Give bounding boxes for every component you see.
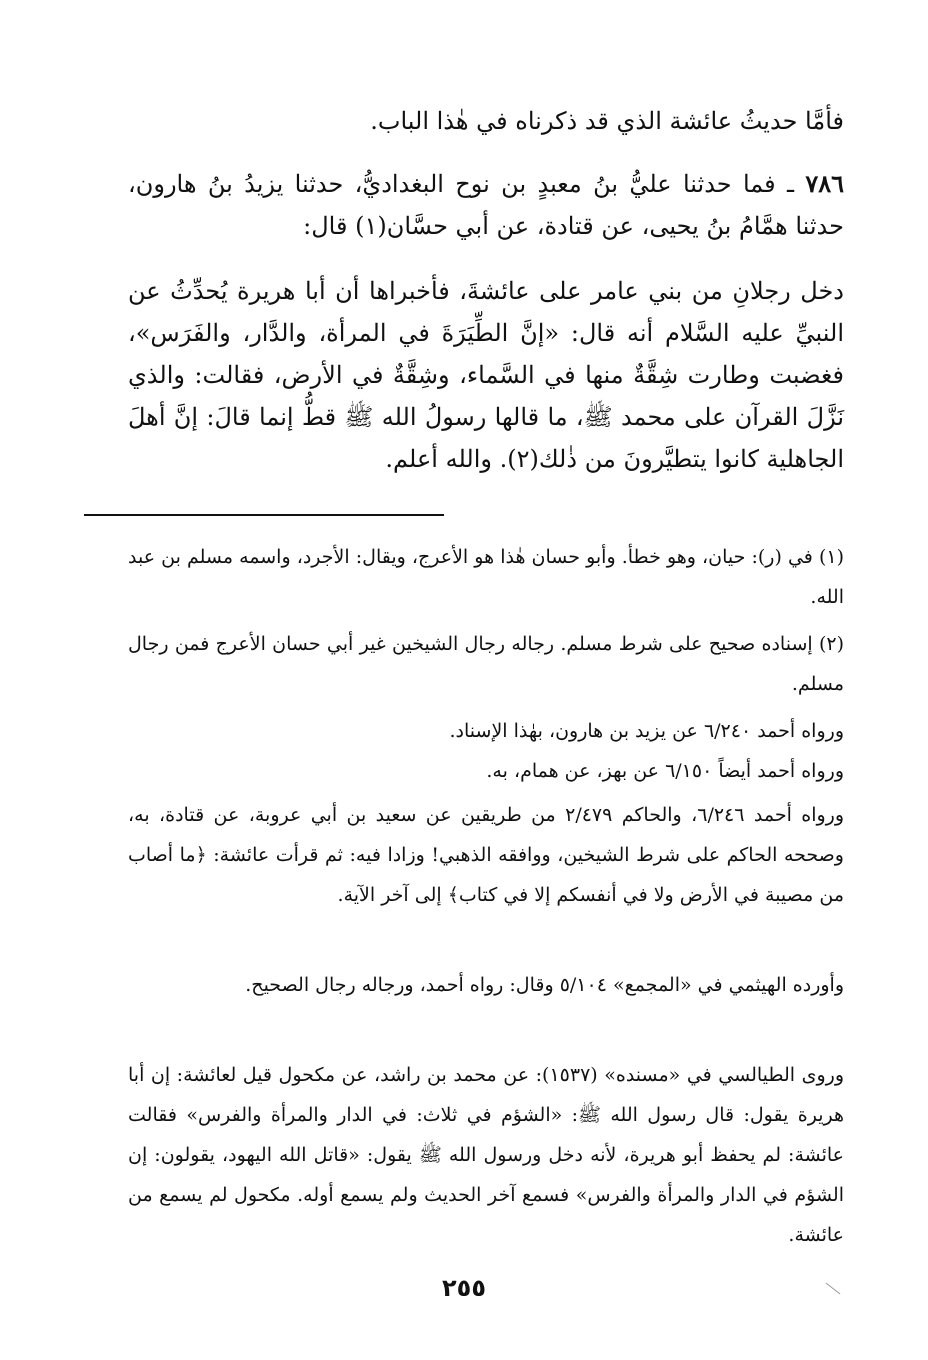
footnote-1: (١) في (ر): حيان، وهو خطأ. وأبو حسان هٰذا هو الأعرج، ويقال: الأجرد، واسمه مسلم بن عبد الله. [128, 546, 844, 608]
footnote-divider [84, 514, 444, 516]
footnote-ahmad-hakim: ورواه أحمد ٦/٢٤٦، والحاكم ٢/٤٧٩ من طريقين عن سعيد بن أبي عروبة، عن قتادة، به، وصححه الحاكم على شرط الشيخين، ووافقه الذهبي! وزادا فيه: ثم قرأت عائشة: ﴿ما أصاب من مصيبة في الأرض ولا في أنفسكم إلا في كتاب﴾ إلى آخر الآية. [128, 804, 844, 906]
footnote-ahmad-1: ورواه أحمد ٦/٢٤٠ عن يزيد بن هارون، بهٰذا الإسناد. [449, 720, 844, 742]
footnote-tayalisi: وروى الطيالسي في «مسنده» (١٥٣٧): عن محمد بن راشد، عن مكحول قيل لعائشة: إن أبا هريرة يقول: قال رسول الله ﷺ: «الشؤم في ثلاث: في الدار والمرأة والفرس» فقالت عائشة: لم يحفظ أبو هريرة، لأنه دخل ورسول الله ﷺ يقول: «قاتل الله اليهود، يقولون: إن الشؤم في الدار والمرأة والفرس» فسمع آخر الحديث ولم يسمع أوله. مكحول لم يسمع من عائشة. [128, 1064, 844, 1246]
hadith-isnad [128, 163, 844, 247]
footnote-2: (٢) إسناده صحيح على شرط مسلم. رجاله رجال الشيخين غير أبي حسان الأعرج فمن رجال مسلم. [128, 633, 844, 695]
footnote-ahmad-2: ورواه أحمد أيضاً ٦/١٥٠ عن بهز، عن همام، به. [486, 760, 844, 782]
hadith-number: ٧٨٦ [805, 169, 844, 198]
page-number: ٢٥٥ [442, 1274, 486, 1302]
intro-line: فأمَّا حديثُ عائشة الذي قد ذكرناه في هٰذا الباب. [370, 107, 844, 135]
isnad-text: ـ فما حدثنا عليُّ بنُ معبدٍ بن نوح البغداديُّ، حدثنا يزيدُ بنُ هارون، حدثنا همَّامُ بنُ يحيى، عن قتادة، عن أبي حسَّان(١) قال: [128, 170, 844, 240]
footnote-haythami: وأورده الهيثمي في «المجمع» ٥/١٠٤ وقال: رواه أحمد، ورجاله رجال الصحيح. [245, 974, 844, 996]
hadith-matn: دخل رجلانِ من بني عامر على عائشةَ، فأخبراها أن أبا هريرة يُحدِّثُ عن النبيِّ عليه السَّلام أنه قال: «إنَّ الطِّيَرَةَ في المرأة، والدَّار، والفَرَس»، فغضبت وطارت شِقَّةٌ منها في السَّماء، وشِقَّةٌ في الأرض، فقالت: والذي نَزَّلَ القرآن على محمد ﷺ، ما قالها رسولُ الله ﷺ قطُّ إنما قالَ: إنَّ أهلَ الجاهلية كانوا يتطيَّرونَ من ذٰلك(٢). والله أعلم. [128, 277, 844, 473]
